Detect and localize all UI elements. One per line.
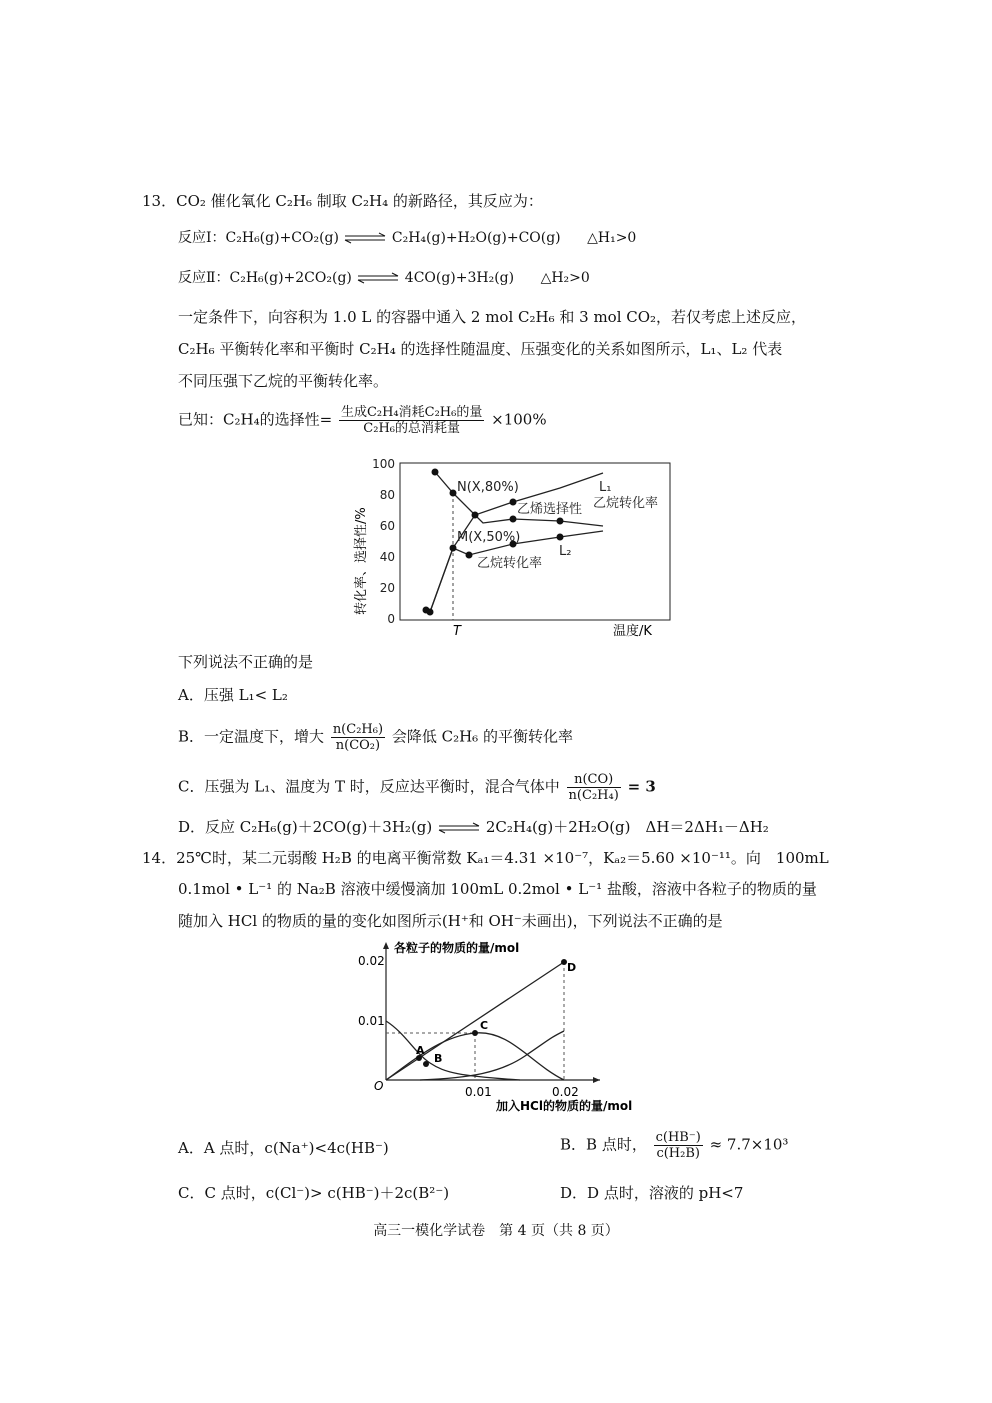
reaction-1: 反应Ⅰ：C₂H₆(g)+CO₂(g) C₂H₄(g)+H₂O(g)+CO(g) △H₁>0 <box>178 230 637 246</box>
label-a: A <box>416 1044 425 1057</box>
q14-option-d: D．D 点时，溶液的 pH<7 <box>560 1184 744 1202</box>
y-tick: 60 <box>379 519 395 533</box>
chart-particle-amounts <box>350 938 640 1118</box>
point-b <box>423 1061 429 1067</box>
reaction-2: 反应Ⅱ：C₂H₆(g)+2CO₂(g) 4CO(g)+3H₂(g) △H₂>0 <box>178 270 590 286</box>
q13-para-2: C₂H₆ 平衡转化率和平衡时 C₂H₄ 的选择性随温度、压强变化的关系如图所示，L₁、L₂ 代表 <box>178 340 783 358</box>
q14-option-b: B．B 点时， $\frac{c(HB^-)}{\text{c(H₂B)}}$ ≈ 7.7×10³ <box>560 1130 789 1161</box>
x-axis-label: 温度/K <box>613 624 652 639</box>
q13-option-b: B．一定温度下，增大 $\frac{\text{n(C₂H₆)}}{\text{n(CO₂)}}$ 会降低 C₂H₆ 的平衡转化率 <box>178 722 573 753</box>
origin-label: O <box>374 1079 384 1093</box>
q13-option-d: D．反应 C₂H₆(g)＋2CO(g)＋3H₂(g) 2C₂H₄(g)＋2H₂O(g) ΔH＝2ΔH₁－ΔH₂ <box>178 818 769 836</box>
q14-option-a: A．A 点时，c(Na⁺)<4c(HB⁻) <box>178 1139 389 1157</box>
label-d: D <box>567 961 577 974</box>
point-c <box>472 1030 478 1036</box>
q13-para-1: 一定条件下，向容积为 1.0 L 的容器中通入 2 mol C₂H₆ 和 3 mol CO₂，若仅考虑上述反应， <box>178 308 807 326</box>
x-tick: 0.02 <box>552 1085 579 1099</box>
selectivity-definition: 已知：C₂H₄的选择性= $\frac{\text{生成C₂H₄消耗C₂H₆的量}}{\text{C₂H₆的总消耗量}}$ ×100% <box>178 405 547 436</box>
equilibrium-arrow-icon <box>343 232 387 244</box>
label-n: N(X,80%) <box>457 480 519 495</box>
equilibrium-arrow-icon <box>437 822 481 834</box>
y-axis-label: 转化率、选择性/% <box>354 507 369 615</box>
q14-option-c: C．C 点时，c(Cl⁻)> c(HB⁻)＋2c(B²⁻) <box>178 1184 450 1202</box>
y-tick: 80 <box>379 488 395 502</box>
data-point <box>557 518 564 525</box>
y-tick: 100 <box>372 457 395 471</box>
q14-line-1: 14．25℃时，某二元弱酸 H₂B 的电离平衡常数 Kₐ₁＝4.31 ×10⁻⁷，Kₐ₂＝5.60 ×10⁻¹¹。向 100mL <box>142 849 829 867</box>
selectivity-fraction: $\frac{\text{生成C₂H₄消耗C₂H₆的量}}{\text{C₂H₆的总消耗量}}$ <box>340 405 483 436</box>
point-n <box>450 490 457 497</box>
data-point <box>432 469 439 476</box>
data-point <box>557 534 564 541</box>
q13-option-c: C．压强为 L₁、温度为 T 时，反应达平衡时，混合气体中 $\frac{n(CO)}{\text{n(C₂H₄)}}$ = 3 <box>178 772 656 803</box>
x-axis-label: 加入HCl的物质的量/mol <box>496 1099 633 1113</box>
option-b-fraction: $\frac{\text{n(C₂H₆)}}{\text{n(CO₂)}}$ <box>332 722 384 753</box>
x-axis-arrow-icon <box>593 1077 600 1083</box>
data-point <box>466 552 473 559</box>
y-tick: 20 <box>379 581 395 595</box>
label-m: M(X,50%) <box>457 530 521 545</box>
y-tick: 40 <box>379 550 395 564</box>
equilibrium-arrow-icon <box>356 272 400 284</box>
data-point <box>510 499 517 506</box>
y-tick: 0 <box>387 612 395 626</box>
point-m <box>450 545 457 552</box>
page-footer: 高三一模化学试卷 第 4 页（共 8 页） <box>373 1223 619 1239</box>
plot-frame <box>400 463 670 620</box>
label-ethane-conversion-l1: 乙烷转化率 <box>593 496 659 511</box>
data-point <box>427 609 434 616</box>
y-tick: 0.01 <box>358 1014 385 1028</box>
chart-conversion-selectivity <box>345 455 685 645</box>
data-point <box>510 516 517 523</box>
q13-para-3: 不同压强下乙烷的平衡转化率。 <box>178 372 389 390</box>
q14-line-2: 0.1mol • L⁻¹ 的 Na₂B 溶液中缓慢滴加 100mL 0.2mol • L⁻¹ 盐酸，溶液中各粒子的物质的量 <box>178 880 817 898</box>
x-tick: 0.01 <box>465 1085 492 1099</box>
label-b: B <box>434 1052 443 1065</box>
label-l2: L₂ <box>559 544 572 559</box>
option-c-fraction: $\frac{n(CO)}{\text{n(C₂H₄)}}$ <box>568 772 619 803</box>
option-b-fraction: $\frac{c(HB^-)}{\text{c(H₂B)}}$ <box>655 1130 701 1161</box>
label-c: C <box>480 1019 489 1032</box>
q13-option-a: A．压强 L₁< L₂ <box>178 686 288 704</box>
label-ethane-conversion-l2: 乙烷转化率 <box>477 556 543 571</box>
y-tick: 0.02 <box>358 954 385 968</box>
label-ethylene-selectivity: 乙烯选择性 <box>517 502 583 517</box>
y-axis-label: 各粒子的物质的量/mol <box>394 941 520 955</box>
q14-line-3: 随加入 HCl 的物质的量的变化如图所示(H⁺和 OH⁻未画出)，下列说法不正确的是 <box>178 912 723 930</box>
b2-curve <box>386 1021 520 1080</box>
q13-intro: 13．CO₂ 催化氧化 C₂H₆ 制取 C₂H₄ 的新路径，其反应为： <box>142 192 543 210</box>
data-point <box>472 512 479 519</box>
t-label: T <box>453 624 461 639</box>
label-l1: L₁ <box>599 480 612 495</box>
q13-question: 下列说法不正确的是 <box>178 653 314 671</box>
y-axis-arrow-icon <box>383 942 389 949</box>
